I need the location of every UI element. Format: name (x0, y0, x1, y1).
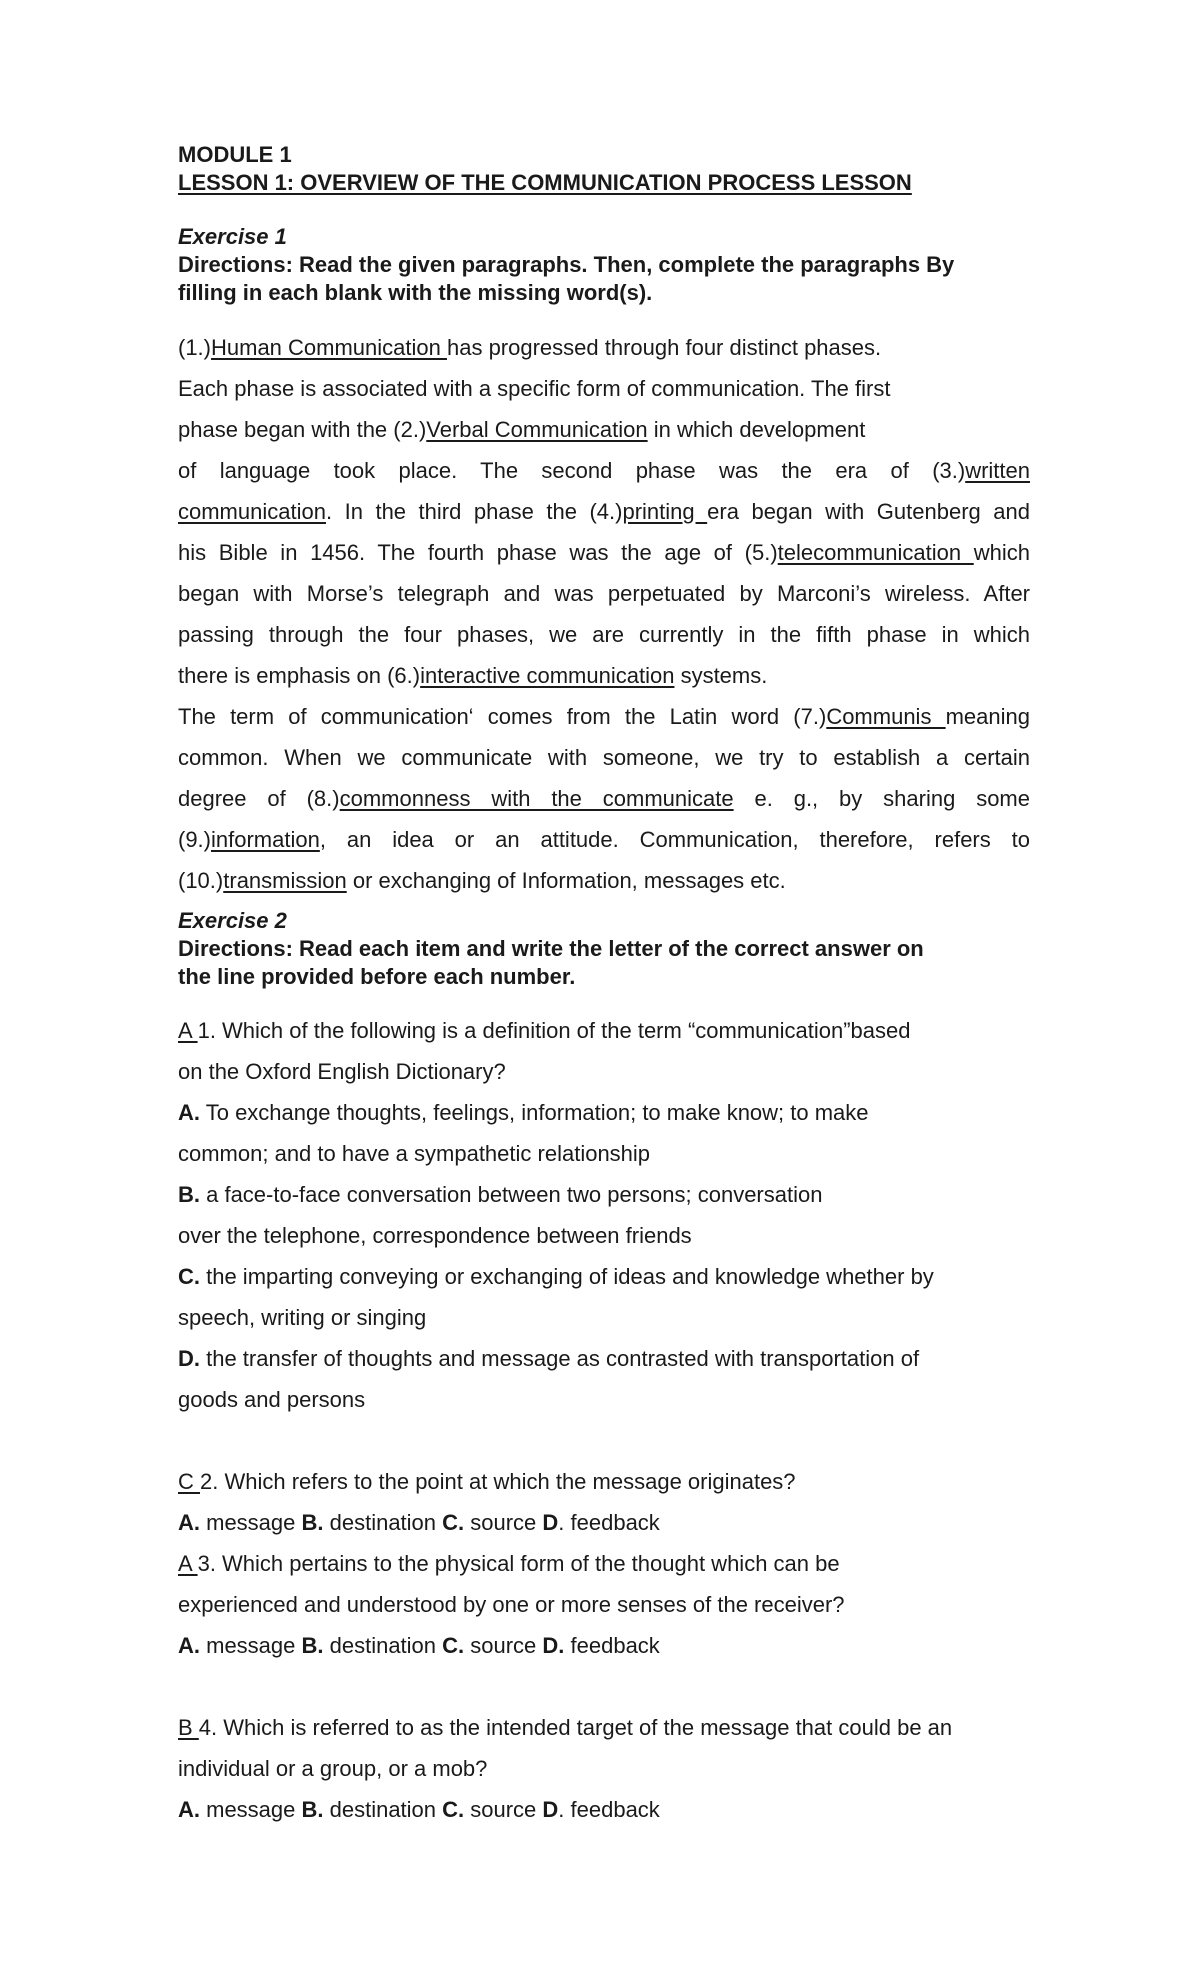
exercise-1-title: Exercise 1 (178, 224, 287, 249)
option-label: D (542, 1797, 559, 1822)
answer-6: interactive communication (420, 663, 675, 688)
text-segment: (1.) (178, 335, 211, 360)
text-segment: feedback (564, 1633, 660, 1658)
text-segment: the imparting conveying or exchanging of ideas and knowledge whether by (200, 1264, 934, 1289)
text-segment: source (464, 1633, 543, 1658)
question-3-line-2: experienced and understood by one or more senses of the receiver? (178, 1592, 845, 1617)
text-segment: , an idea or an attitude. Communication, therefore, refers to (319, 827, 1030, 852)
text-segment: To exchange thoughts, feelings, information; to make know; to make (200, 1100, 869, 1125)
exercise-2-title: Exercise 2 (178, 908, 287, 933)
text-segment: (10.) (178, 868, 224, 893)
text-segment: . feedback (558, 1510, 660, 1535)
option-label: B. (178, 1182, 200, 1207)
option-label: A. (178, 1510, 200, 1535)
text-segment: of language took place. The second phase was the era of (3.) (178, 458, 966, 483)
module-title: MODULE 1 (178, 142, 292, 167)
paragraph-1-line-2: Each phase is associated with a specific form of communication. The first (178, 376, 891, 401)
answer-5: telecommunication (777, 540, 974, 565)
answer-10: transmission (223, 868, 347, 893)
text-segment: his Bible in 1456. The fourth phase was the age of (5.) (178, 540, 778, 565)
text-segment: which (973, 540, 1030, 565)
text-segment: the transfer of thoughts and message as contrasted with transportation of (200, 1346, 920, 1371)
question-4-choices (178, 1796, 1030, 1824)
paragraph-1-line-3 (178, 416, 1030, 444)
answer-3-part-1: written (965, 458, 1030, 483)
answer-4: printing (622, 499, 708, 524)
question-1-option-b-line-1 (178, 1181, 1030, 1209)
answer-1: Human Communication (211, 335, 447, 360)
text-segment: message (200, 1633, 302, 1658)
lesson-title-text: LESSON 1: OVERVIEW OF THE COMMUNICATION PROCESS LESSON (178, 170, 912, 195)
text-segment: 2. Which refers to the point at which the message originates? (200, 1469, 796, 1494)
option-label: B. (301, 1510, 324, 1535)
option-label: D (542, 1510, 559, 1535)
exercise-2-directions-line-1: Directions: Read each item and write the letter of the correct answer on (178, 936, 924, 961)
text-segment: meaning (945, 704, 1030, 729)
text-segment: has progressed through four distinct phases. (446, 335, 882, 360)
text-segment: phase began with the (2.) (178, 417, 427, 442)
question-1-option-b-line-2: over the telephone, correspondence between friends (178, 1223, 692, 1248)
text-segment: e. g., by sharing some (733, 786, 1030, 811)
answer-9: information (211, 827, 320, 852)
paragraph-2-line-4 (178, 826, 1030, 854)
paragraph-1-line-8: passing through the four phases, we are currently in the fifth phase in which (178, 622, 1030, 647)
question-1-option-c-line-2: speech, writing or singing (178, 1305, 427, 1330)
option-label: D. (178, 1346, 200, 1371)
text-segment: The term of communication‘ comes from the Latin word (7.) (178, 704, 827, 729)
question-3-choices (178, 1632, 1030, 1660)
answer-8: commonness with the communicate (339, 786, 734, 811)
paragraph-2-line-5 (178, 867, 1030, 895)
text-segment: source (464, 1510, 543, 1535)
text-segment: 1. Which of the following is a definition of the term “communication”based (197, 1018, 911, 1043)
question-4-line-1 (178, 1714, 1030, 1742)
text-segment: systems. (674, 663, 768, 688)
paragraph-1-line-6 (178, 539, 1030, 567)
paragraph-1-line-1 (178, 334, 1030, 362)
option-label: A. (178, 1100, 200, 1125)
text-segment: (9.) (178, 827, 211, 852)
question-1-option-d-line-2: goods and persons (178, 1387, 366, 1412)
text-segment: . In the third phase the (4.) (325, 499, 623, 524)
paragraph-1-line-4 (178, 457, 1030, 485)
exercise-2-directions-line-2: the line provided before each number. (178, 964, 576, 989)
question-1-option-c-line-1 (178, 1263, 1030, 1291)
text-segment: destination (323, 1797, 443, 1822)
question-4-line-2: individual or a group, or a mob? (178, 1756, 488, 1781)
option-label: B. (301, 1797, 324, 1822)
text-segment: or exchanging of Information, messages etc. (346, 868, 786, 893)
text-segment: degree of (8.) (178, 786, 340, 811)
answer-2: Verbal Communication (426, 417, 648, 442)
question-2-line-1 (178, 1468, 1030, 1496)
question-1-option-a-line-2: common; and to have a sympathetic relationship (178, 1141, 651, 1166)
option-label: C. (442, 1633, 465, 1658)
question-2-choices (178, 1509, 1030, 1537)
question-1-option-d-line-1 (178, 1345, 1030, 1373)
option-label: B. (301, 1633, 324, 1658)
text-segment: message (200, 1797, 302, 1822)
question-1-answer: A (178, 1018, 198, 1043)
option-label: A. (178, 1797, 200, 1822)
question-3-answer: A (178, 1551, 198, 1576)
question-4-answer: B (178, 1715, 199, 1740)
lesson-title (178, 169, 1030, 197)
question-2-answer: C (178, 1469, 200, 1494)
text-segment: in which development (647, 417, 866, 442)
text-segment: destination (323, 1510, 443, 1535)
text-segment: there is emphasis on (6.) (178, 663, 421, 688)
question-1-line-2: on the Oxford English Dictionary? (178, 1059, 506, 1084)
paragraph-2-line-2: common. When we communicate with someone, we try to establish a certain (178, 745, 1030, 770)
paragraph-1-line-7: began with Morse’s telegraph and was perpetuated by Marconi’s wireless. After (178, 581, 1030, 606)
text-segment: destination (323, 1633, 443, 1658)
answer-7: Communis (826, 704, 946, 729)
text-segment: 4. Which is referred to as the intended target of the message that could be an (198, 1715, 953, 1740)
paragraph-1-line-9 (178, 662, 1030, 690)
text-segment: message (200, 1510, 302, 1535)
text-segment: . feedback (558, 1797, 660, 1822)
question-3-line-1 (178, 1550, 1030, 1578)
option-label: C. (442, 1510, 465, 1535)
question-1-option-a-line-1 (178, 1099, 1030, 1127)
text-segment: a face-to-face conversation between two persons; conversation (200, 1182, 823, 1207)
paragraph-2-line-1 (178, 703, 1030, 731)
text-segment: 3. Which pertains to the physical form of the thought which can be (197, 1551, 840, 1576)
option-label: D. (542, 1633, 565, 1658)
option-label: A. (178, 1633, 200, 1658)
exercise-1-directions-line-1: Directions: Read the given paragraphs. Then, complete the paragraphs By (178, 252, 955, 277)
paragraph-1-line-5 (178, 498, 1030, 526)
answer-3-part-2: communication (178, 499, 326, 524)
exercise-1-directions-line-2: filling in each blank with the missing word(s). (178, 280, 653, 305)
option-label: C. (178, 1264, 200, 1289)
paragraph-2-line-3 (178, 785, 1030, 813)
question-1-line-1 (178, 1017, 1030, 1045)
text-segment: era began with Gutenberg and (707, 499, 1030, 524)
text-segment: source (464, 1797, 543, 1822)
option-label: C. (442, 1797, 465, 1822)
